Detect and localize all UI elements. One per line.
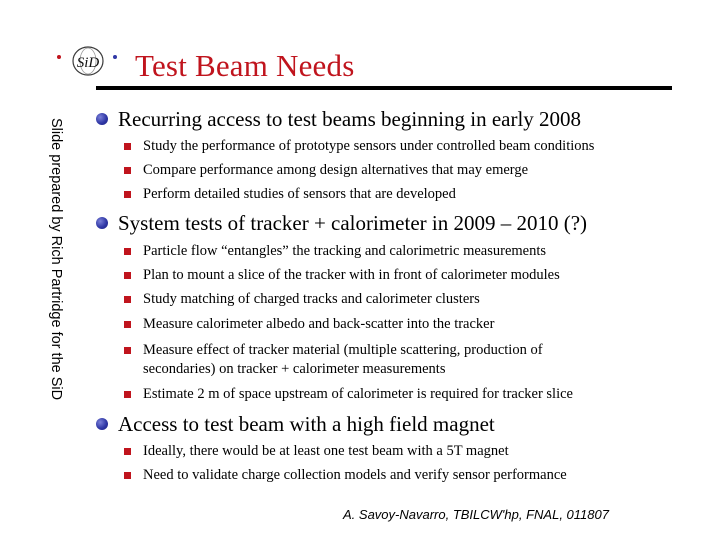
- list-item: Need to validate charge collection models and verify sensor performance: [143, 467, 567, 483]
- item-bullet: [124, 191, 131, 198]
- sid-logo: [56, 44, 120, 78]
- section-heading: Recurring access to test beams beginning in early 2008: [118, 107, 582, 131]
- list-item: Estimate 2 m of space upstream of calorimeter is required for tracker slice: [143, 386, 573, 402]
- item-bullet: [124, 272, 131, 279]
- item-bullet: [124, 347, 131, 354]
- slide-title: Test Beam Needs: [135, 48, 355, 83]
- list-item: Perform detailed studies of sensors that are developed: [143, 186, 456, 202]
- footer-credit: A. Savoy-Navarro, TBILCW'hp, FNAL, 011807: [343, 507, 609, 522]
- title-rule: [96, 86, 672, 90]
- list-item: Particle flow “entangles” the tracking and calorimetric measurements: [143, 243, 547, 259]
- item-bullet: [124, 472, 131, 479]
- item-bullet: [124, 448, 131, 455]
- section-heading: System tests of tracker + calorimeter in 2009 – 2010 (?): [118, 211, 588, 235]
- item-bullet: [124, 143, 131, 150]
- section-heading: Access to test beam with a high field magnet: [118, 412, 495, 436]
- item-bullet: [124, 248, 131, 255]
- item-bullet: [124, 391, 131, 398]
- list-item: Measure calorimeter albedo and back-scatter into the tracker: [143, 316, 495, 332]
- list-item: Compare performance among design alternatives that may emerge: [143, 162, 529, 178]
- item-bullet: [124, 296, 131, 303]
- list-item: Plan to mount a slice of the tracker with in front of calorimeter modules: [143, 267, 560, 283]
- side-caption: Slide prepared by Rich Partridge for the SiD: [48, 118, 64, 401]
- item-bullet: [124, 321, 131, 328]
- section-bullet: [96, 113, 108, 125]
- item-bullet: [124, 167, 131, 174]
- logo-text: SiD: [76, 55, 100, 71]
- section-bullet: [96, 418, 108, 430]
- list-item: Ideally, there would be at least one test beam with a 5T magnet: [143, 443, 509, 459]
- list-item: Measure effect of tracker material (multiple scattering, production of secondaries) on tracker + calorimeter measurements: [143, 342, 543, 377]
- section-bullet: [96, 217, 108, 229]
- list-item: Study the performance of prototype sensors under controlled beam conditions: [143, 138, 595, 154]
- list-item: Study matching of charged tracks and calorimeter clusters: [143, 291, 480, 307]
